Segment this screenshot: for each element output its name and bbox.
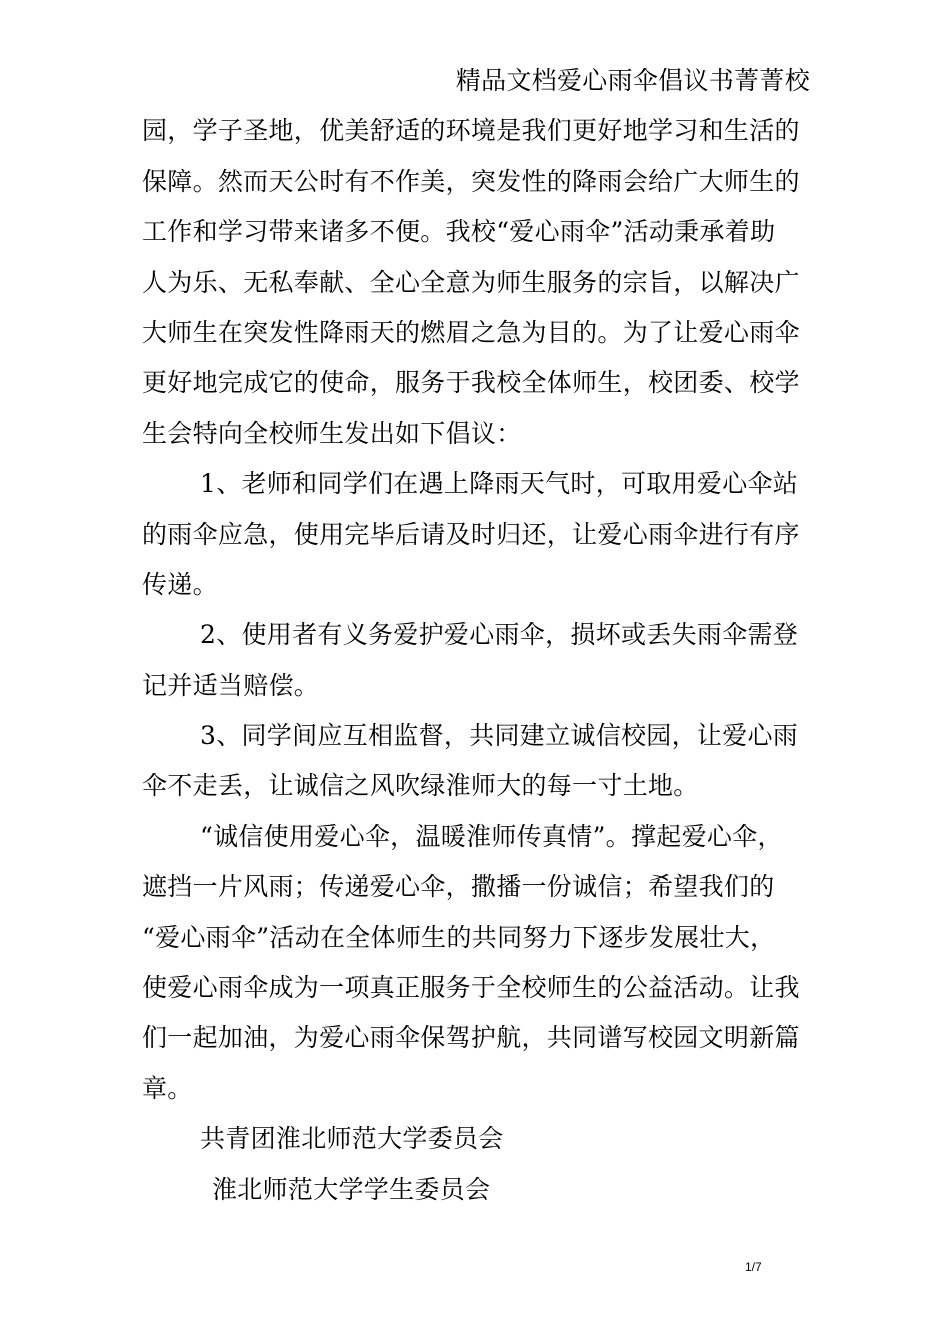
intro-line: 工作和学习带来诸多不便。我校“爱心雨伞”活动秉承着助 (142, 217, 776, 247)
signature-org2: 淮北师范大学学生委员会 (212, 1174, 491, 1204)
page-number: 1/7 (745, 1260, 762, 1274)
item3-line: 3、同学间应互相监督，共同建立诚信校园，让爱心雨 (200, 721, 799, 751)
intro-line: 生会特向全校师生发出如下倡议： (142, 418, 522, 448)
intro-line: 大师生在突发性降雨天的燃眉之急为目的。为了让爱心雨伞 (142, 317, 800, 347)
document-body (142, 56, 810, 1215)
document-title: 爱心雨伞倡议书 (556, 66, 735, 95)
closing-line: 章。 (142, 1073, 193, 1103)
item2-line: 记并适当赔偿。 (142, 670, 320, 700)
closing-line: “爱心雨伞”活动在全体师生的共同努力下逐步发展壮大， (142, 922, 776, 952)
header-prefix: 精品文档 (455, 66, 557, 95)
intro-line: 园，学子圣地，优美舒适的环境是我们更好地学习和生活的 (142, 116, 800, 146)
item3-line: 伞不走丢，让诚信之风吹绿淮师大的每一寸土地。 (142, 771, 699, 801)
header-line (142, 56, 810, 106)
closing-line: 使爱心雨伞成为一项真正服务于全校师生的公益活动。让我 (142, 973, 800, 1003)
closing-line: 们一起加油，为爱心雨伞保驾护航，共同谱写校园文明新篇 (142, 1023, 800, 1053)
closing-line: 遮挡一片风雨；传递爱心伞，撒播一份诚信；希望我们的 (142, 872, 775, 902)
item1-line: 传递。 (142, 569, 218, 599)
signature-org1: 共青团淮北师范大学委员会 (200, 1124, 504, 1154)
intro-line: 更好地完成它的使命，服务于我校全体师生，校团委、校学 (142, 368, 800, 398)
closing-line: “诚信使用爱心伞，温暖淮师传真情”。撑起爱心伞， (200, 821, 783, 851)
item1-line: 1、老师和同学们在遇上降雨天气时，可取用爱心伞站 (200, 469, 799, 499)
intro-line: 人为乐、无私奉献、全心全意为师生服务的宗旨，以解决广 (142, 267, 800, 297)
item1-line: 的雨伞应急，使用完毕后请及时归还，让爱心雨伞进行有序 (142, 519, 800, 549)
header-suffix: 菁菁校 (734, 66, 810, 95)
intro-line: 保障。然而天公时有不作美，突发性的降雨会给广大师生的 (142, 166, 800, 196)
item2-line: 2、使用者有义务爱护爱心雨伞，损坏或丢失雨伞需登 (200, 620, 799, 650)
